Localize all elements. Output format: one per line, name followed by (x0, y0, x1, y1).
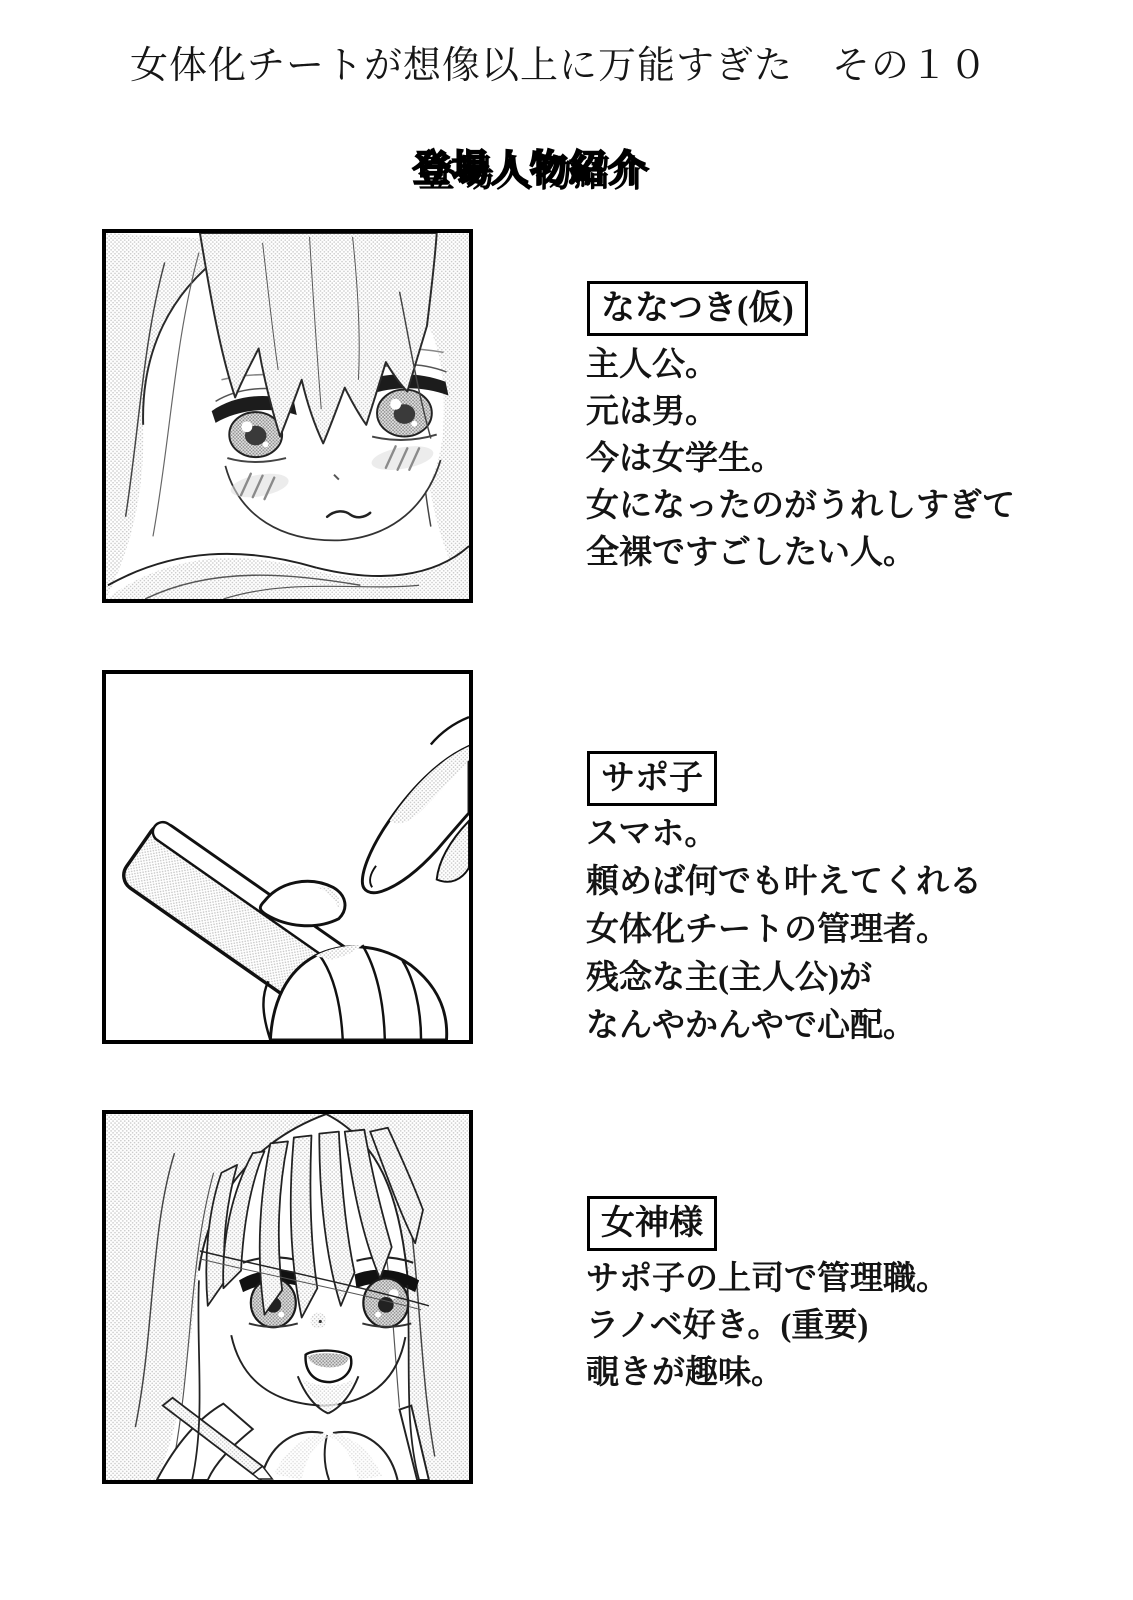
hand-holding-smartphone-illustration (106, 674, 469, 1040)
character-name-box-megami: 女神様 (587, 1196, 717, 1251)
character-description-megami (586, 1256, 949, 1397)
character-description-sapoko (586, 810, 982, 1050)
character-description-nanatsuki (586, 342, 1015, 577)
page-title: 女体化チートが想像以上に万能すぎた その１０ (130, 45, 989, 87)
girl-long-hair-open-mouth-illustration (106, 1114, 469, 1480)
description-line: 女体化チートの管理者。 (586, 912, 949, 948)
description-line: 主人公。 (586, 347, 718, 383)
section-heading: 登場人物紹介 (413, 148, 647, 189)
description-line: 女になったのがうれしすぎて (586, 488, 1015, 524)
description-line: 全裸ですごしたい人。 (586, 535, 916, 571)
character-name-box-sapoko: サポ子 (587, 751, 717, 806)
portrait-frame-megami (102, 1110, 473, 1484)
description-line: 今は女学生。 (586, 441, 784, 477)
girl-short-hair-blush-frown-illustration (106, 233, 469, 599)
description-line: なんやかんやで心配。 (586, 1008, 916, 1044)
description-line: ラノベ好き。(重要) (586, 1308, 869, 1344)
description-line: スマホ。 (586, 816, 718, 852)
description-line: 残念な主(主人公)が (586, 960, 872, 996)
description-line: 頼めば何でも叶えてくれる (586, 864, 982, 900)
description-line: 元は男。 (586, 394, 718, 430)
portrait-frame-sapoko (102, 670, 473, 1044)
portrait-frame-nanatsuki (102, 229, 473, 603)
character-name-box-nanatsuki: ななつき(仮) (587, 281, 808, 336)
description-line: サポ子の上司で管理職。 (586, 1261, 949, 1297)
description-line: 覗きが趣味。 (586, 1355, 784, 1391)
